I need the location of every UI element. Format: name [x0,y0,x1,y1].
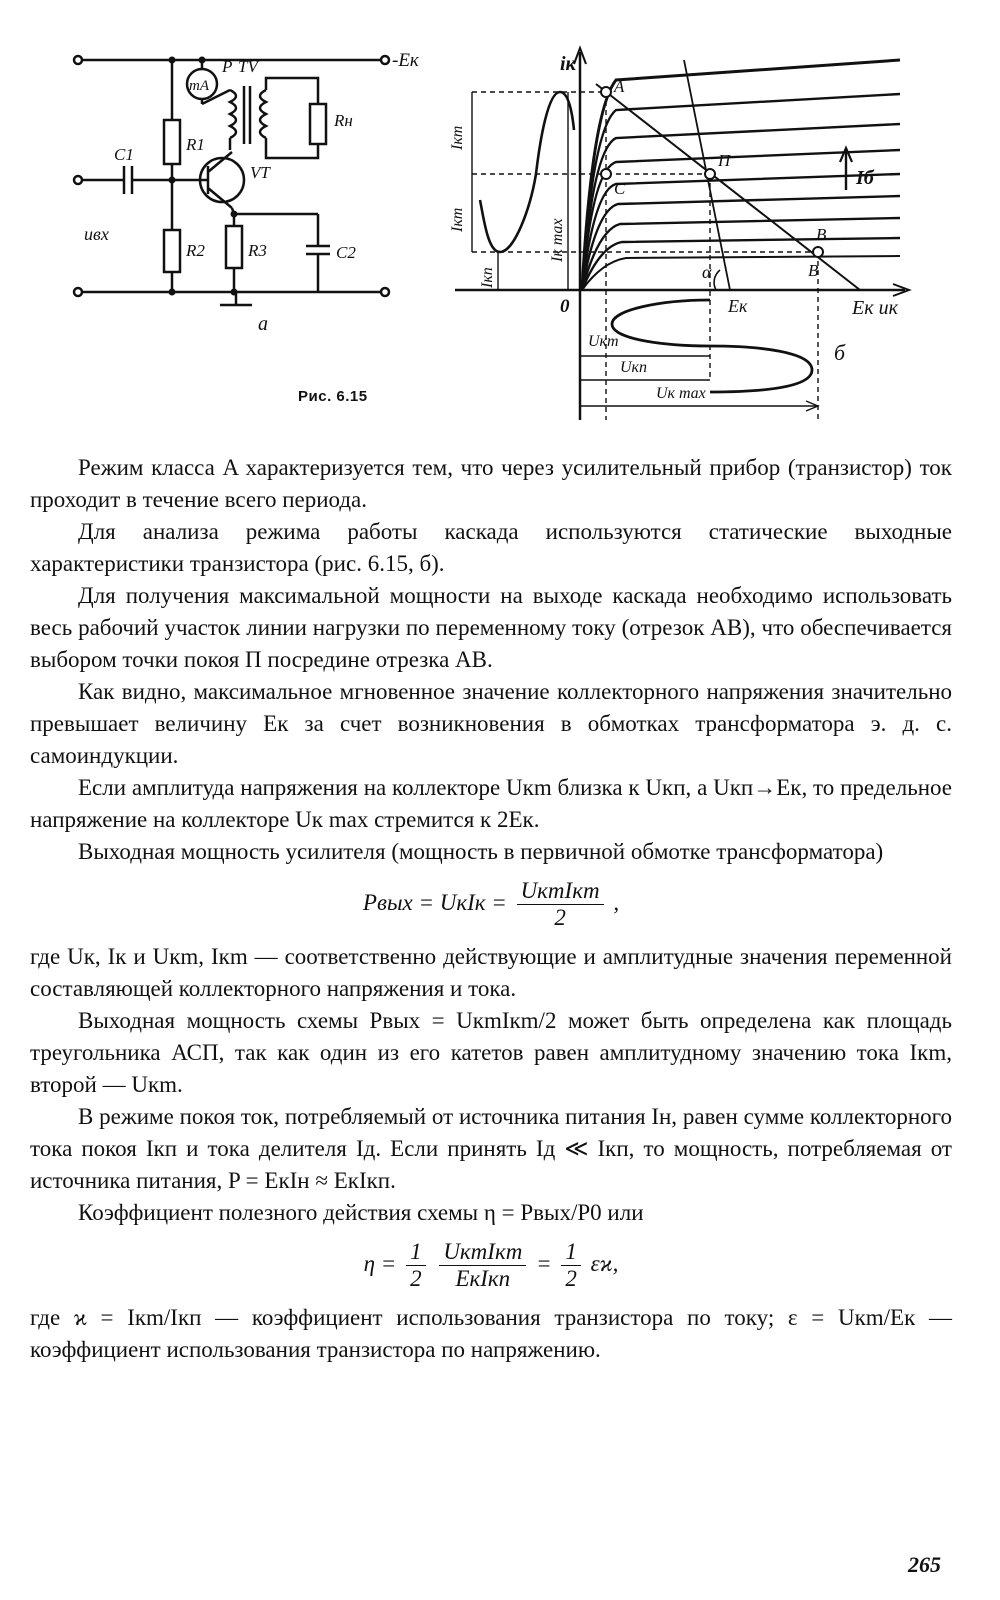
label-ek-mark: Eк [728,296,748,316]
graph-points [601,87,823,257]
label-point-c: C [614,179,626,198]
formula-efficiency [30,1239,952,1292]
paragraph-9: В режиме покоя ток, потребляемый от источника питания Iн, равен сумме коллекторного тока покоя Iкп и тока делителя Iд. Если принять Iд ≪ Iкп, то мощность, потребляемая от источника питания, P = EкIн ≈ EкIкп. [30,1104,952,1193]
paragraph-4: Как видно, максимальное мгновенное значение коллекторного напряжения значительно превышает величину Eк за счет возникновения в обмотках трансформатора э. д. с. самоиндукции. [30,679,952,768]
sublabel-b: б [834,340,846,365]
formula2-left: η = [363,1250,397,1276]
label-ik-axis: iк [560,53,576,75]
formula1-numerator: UкmIкm [517,878,604,905]
label-ikmax: Iк max [549,218,566,262]
label-x-axis: Eк uк [852,297,898,319]
label-ikn: Iкп [479,267,496,288]
paragraph-7: где Uк, Iк и Uкm, Iкm — соответственно действующие и амплитудные значения переменной составляющей коллекторного напряжения и тока. [30,944,952,1001]
paragraph-11: где ϰ = Iкm/Iкп — коэффициент использования транзистора по току; ε = Uкm/Eк — коэффициент использования транзистора по напряжению. [30,1305,952,1362]
sublabel-a: a [258,313,268,335]
label-vt: VT [250,163,270,182]
paragraph-1: Режим класса A характеризуется тем, что через усилительный прибор (транзистор) ток проходит в течение всего периода. [30,455,952,512]
formula2-equals: = [536,1250,552,1276]
label-r3: R3 [248,241,267,260]
body-text [30,452,952,1366]
label-rn: Rн [334,111,353,130]
paragraph-2: Для анализа режима работы каскада используются статические выходные характеристики транзистора (рис. 6.15, б). [30,519,952,576]
paragraph-3: Для получения максимальной мощности на выходе каскада необходимо использовать весь рабочий участок линии нагрузки по переменному току (отрезок AB), что обеспечивается выбором точки покоя П посредине отрезка AB. [30,583,952,672]
formula2-fraction [439,1239,526,1292]
paragraph-10: Коэффициент полезного действия схемы η = Pвых/P0 или [78,1200,644,1225]
label-ikm-top: Iкm [449,125,466,150]
paragraph-5: Если амплитуда напряжения на коллекторе Uкm близка к Uкп, а Uкп→Eк, то предельное напряжение на коллекторе Uк max стремится к 2Eк. [30,775,952,832]
label-r2: R2 [186,241,205,260]
paragraph-6: Выходная мощность усилителя (мощность в первичной обмотке трансформатора) [78,839,884,864]
label-ek-supply: -Eк [392,50,419,71]
formula2-half2-denominator: 2 [565,1266,577,1291]
label-c1: C1 [114,145,134,164]
formula2-half2 [561,1239,581,1292]
label-uvx: uвх [84,224,109,244]
label-r1: R1 [186,135,205,154]
label-point-b: B [816,225,827,244]
label-origin: 0 [560,296,570,317]
figure-caption: Рис. 6.15 [298,388,368,405]
formula2-numerator: UкmIкm [439,1239,526,1266]
label-ukm: Uкm [588,333,619,350]
formula2-half2-numerator: 1 [561,1239,581,1266]
figure-6-15 [0,0,1000,440]
label-point-a: A [614,77,625,96]
label-ib: Iб [856,167,874,189]
circuit-schematic [74,56,389,305]
label-alpha: α [702,262,712,282]
formula2-tail: εϰ, [590,1250,619,1276]
formula2-denominator: EкIкп [455,1266,511,1291]
formula2-half-denominator: 2 [410,1266,422,1291]
label-p: P [222,57,233,76]
label-ikm-bottom: Iкm [449,207,466,232]
page-number: 265 [908,1552,941,1577]
label-point-p: П [718,151,731,170]
label-ukmax: Uк max [656,385,706,402]
formula1-denominator: 2 [554,905,566,930]
formula1-left: Pвых = UкIк = [362,889,507,915]
label-c2: C2 [336,243,356,262]
label-tv: TV [238,57,258,76]
formula1-fraction [517,878,604,931]
label-ukn: Uкп [620,359,648,376]
label-point-b2: B [808,261,819,280]
formula1-tail: , [613,889,620,915]
formula2-half-numerator: 1 [406,1239,426,1266]
label-ma: mA [189,78,209,94]
formula2-half [406,1239,426,1292]
paragraph-8: Выходная мощность схемы Pвых = UкmIкm/2 может быть определена как площадь треугольника АСП, так как один из его катетов равен амплитудному значению тока Iкm, второй — Uкm. [30,1008,952,1097]
formula-output-power [30,878,952,931]
